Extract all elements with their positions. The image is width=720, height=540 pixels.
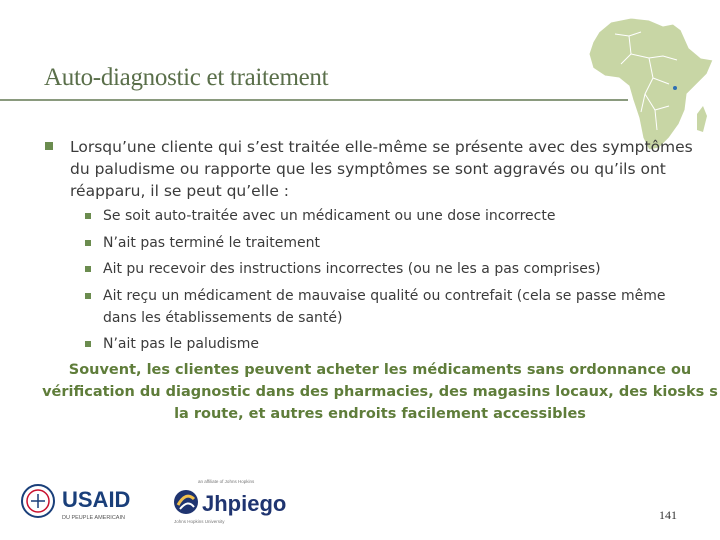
usaid-wordmark: USAID: [62, 487, 131, 512]
bullet-marker: [85, 341, 91, 347]
main-bullet: [45, 136, 705, 202]
jhpiego-wordmark: Jhpiego: [202, 491, 287, 516]
sub-bullet: [85, 258, 695, 280]
note-line: Souvent, les clientes peuvent acheter les médicaments sans ordonnance ou: [68, 362, 692, 378]
sub-bullet-text: Ait pu recevoir des instructions incorrectes (ou ne les a pas comprises): [103, 261, 601, 277]
note-line: la route, et autres endroits facilement accessibles: [174, 406, 586, 422]
sub-bullet-text: Se soit auto-traitée avec un médicament ou une dose incorrecte: [103, 208, 556, 224]
sub-bullet-text: Ait reçu un médicament de mauvaise qualité ou contrefait (cela se passe même dans les établissements de santé): [103, 288, 666, 326]
bullet-marker: [85, 213, 91, 219]
bullet-marker: [85, 240, 91, 246]
sub-bullet-text: N’ait pas le paludisme: [103, 336, 260, 352]
usaid-tagline: DU PEUPLE AMERICAIN: [62, 515, 125, 521]
usaid-seal-icon: [22, 485, 54, 517]
title-divider: [0, 99, 628, 101]
sub-bullet: [85, 232, 695, 254]
bullet-marker: [45, 142, 53, 150]
main-bullet-text: Lorsqu’une cliente qui s’est traitée elle-même se présente avec des symptômes du paludisme ou rapporte que les symptômes se sont aggravés ou qu’ils ont réapparu, il se peut qu’elle :: [70, 138, 693, 200]
sub-bullet-text: N’ait pas terminé le traitement: [103, 235, 320, 251]
bullet-marker: [85, 293, 91, 299]
africa-map: [585, 14, 719, 154]
footer-logos: [20, 475, 290, 531]
note-line: vérification du diagnostic dans des pharmacies, des magasins locaux, des kiosks s: [42, 384, 718, 400]
bullet-marker: [85, 266, 91, 272]
sub-bullet: [85, 333, 695, 355]
sub-bullet: [85, 205, 695, 227]
page-number: 141: [659, 508, 677, 522]
jhpiego-affiliate: an affiliate of Johns Hopkins: [198, 479, 255, 484]
note-text: [40, 359, 720, 425]
jhpiego-tagline: Johns Hopkins University: [174, 519, 225, 524]
sub-bullet: [85, 285, 695, 329]
slide-title: Auto-diagnostic et traitement: [44, 64, 329, 91]
jhpiego-swirl-icon: [174, 490, 198, 514]
